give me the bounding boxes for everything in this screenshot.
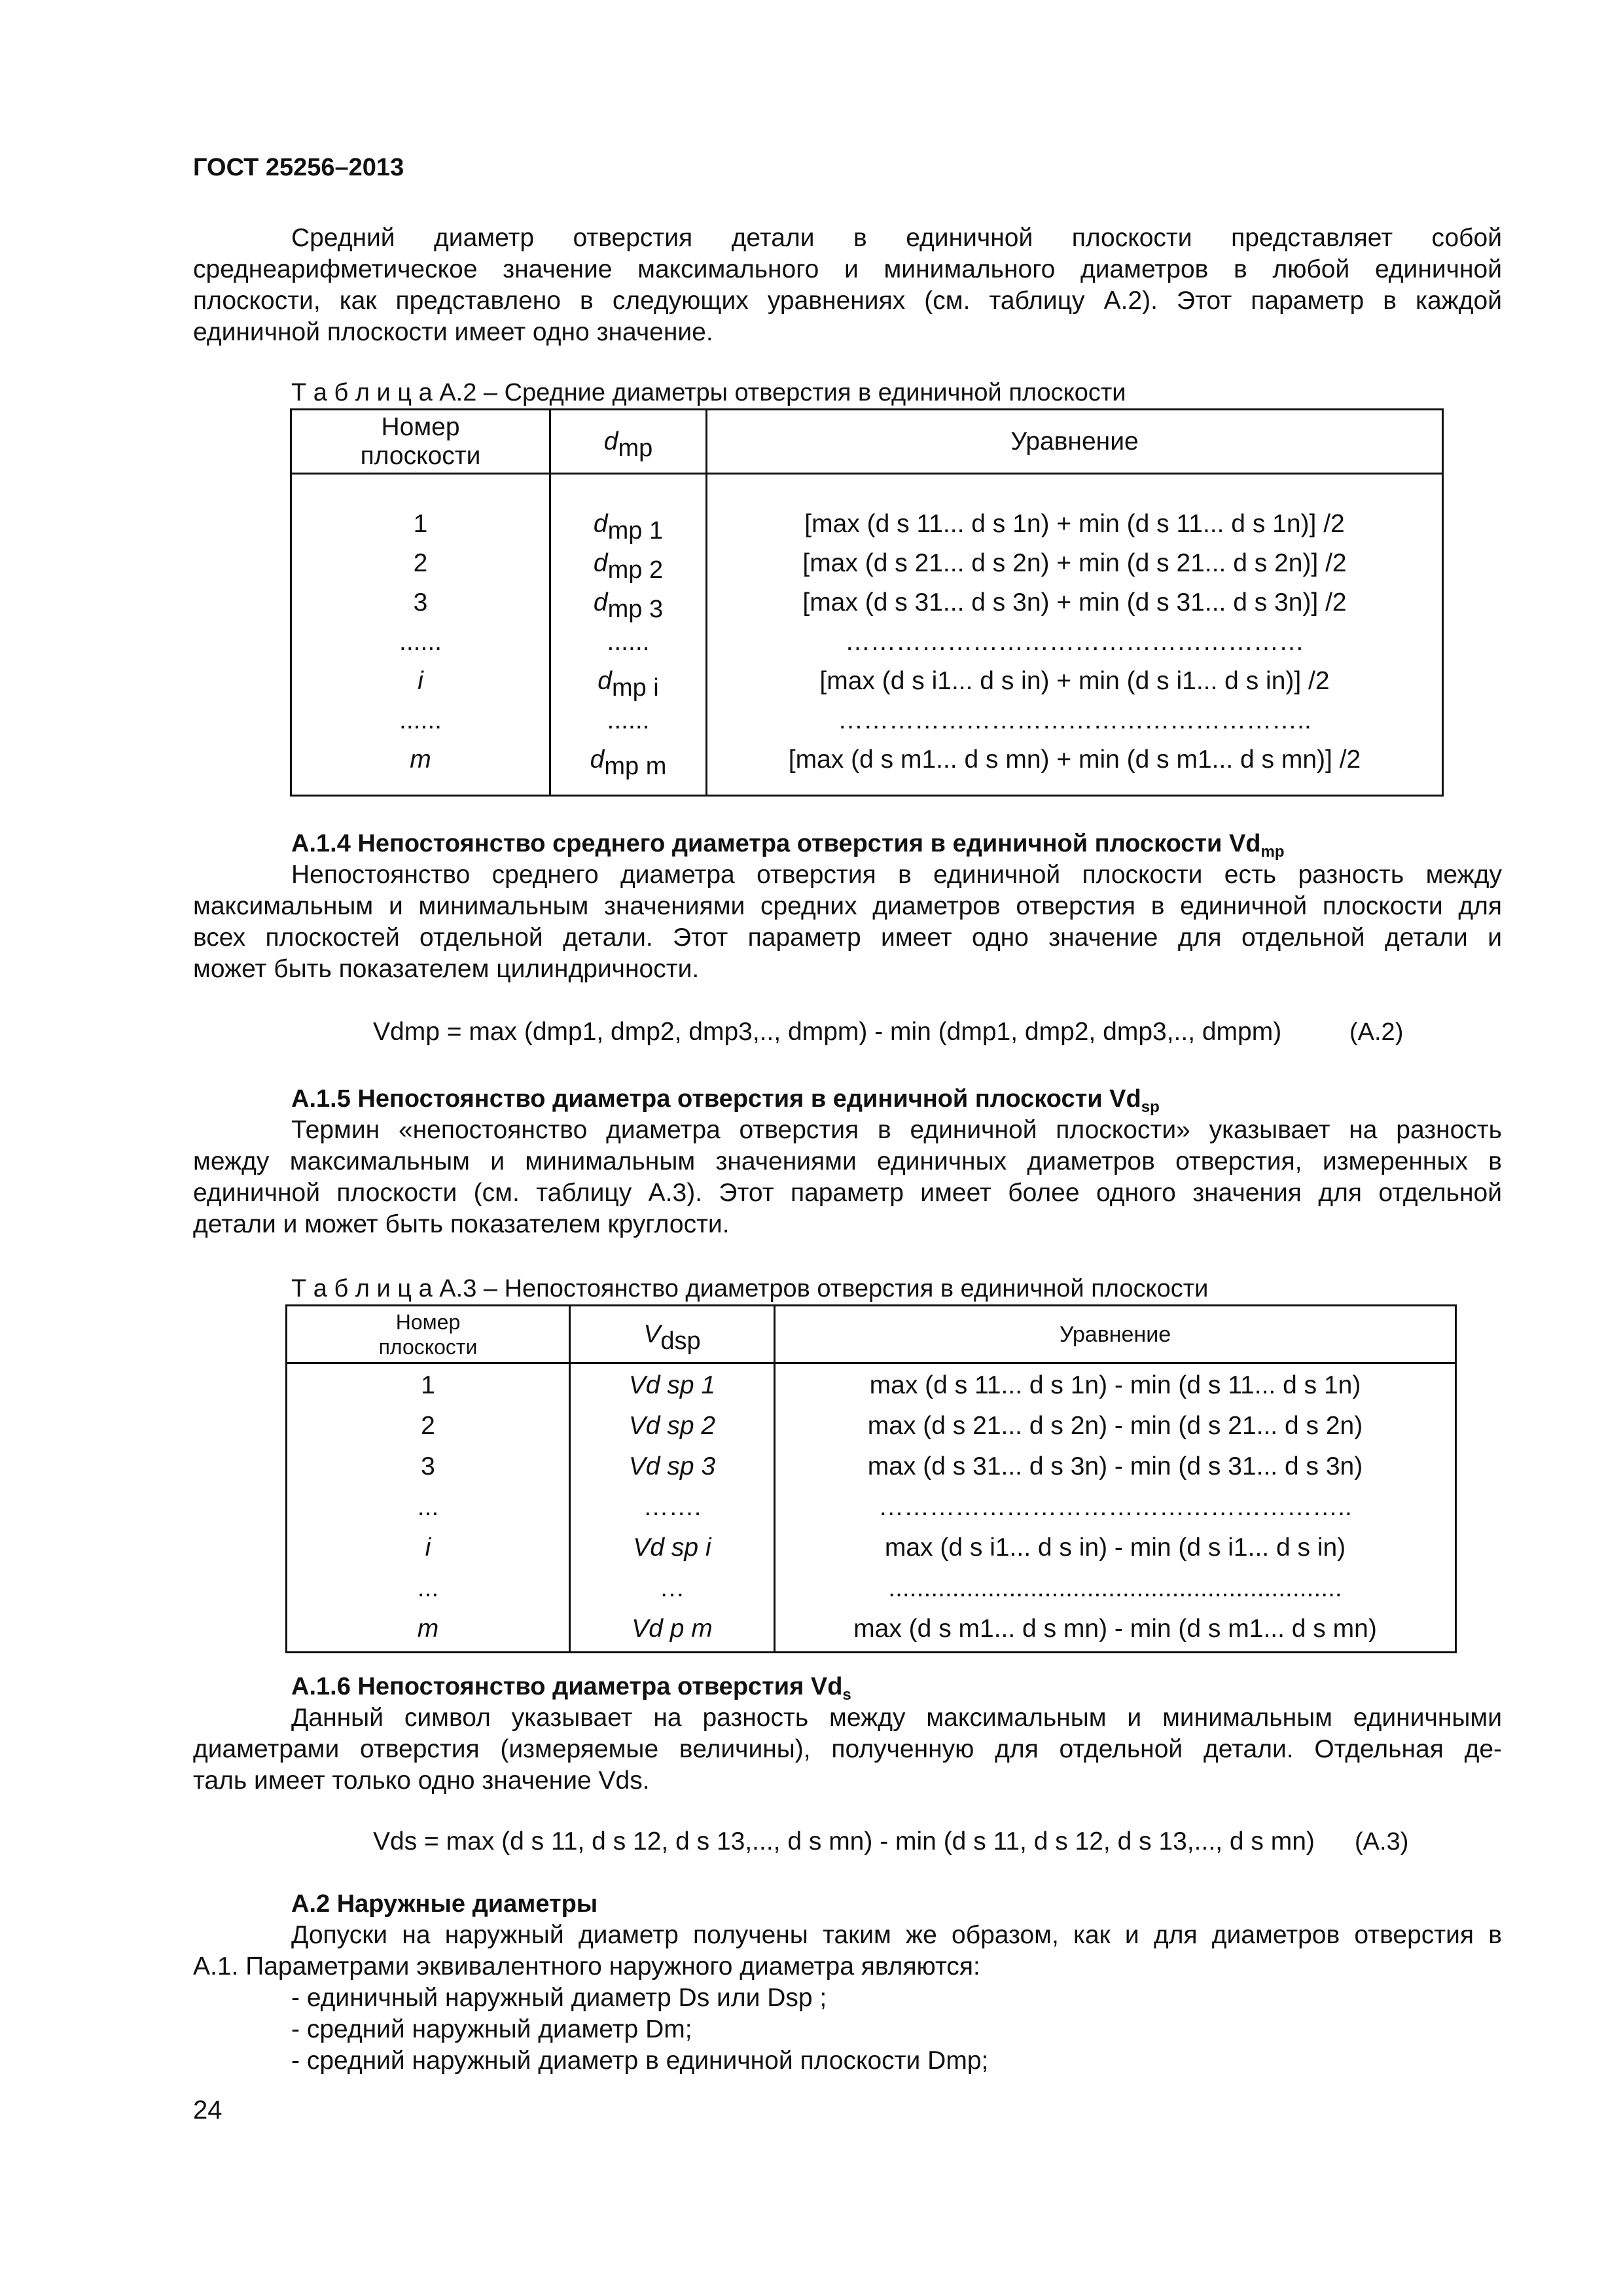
equation-row: max (d s 31... d s 3n) - min (d s 31... d s 3n) [867, 1452, 1363, 1480]
equation-number-a2: (А.2) [1349, 1018, 1404, 1046]
list-item: - единичный наружный диаметр Ds или Dsp ; [291, 1984, 827, 2012]
equation-row: max (d s i1... d s in) - min (d s i1... d s in) [884, 1534, 1346, 1562]
text-line: Данный символ указывает на разность между максимальным и минимальным единичными [291, 1704, 1502, 1732]
section-a2-heading: А.2 Наружные диаметры [291, 1890, 598, 1918]
text-line: Допуски на наружный диаметр получены таким же образом, как и для диаметров отверстия в [291, 1921, 1502, 1949]
parameter-list [291, 1982, 988, 2077]
section-a16-paragraph [193, 1702, 1502, 1797]
equation-row: [max (d s i1... d s in) + min (d s i1... d s in)] /2 [819, 667, 1330, 695]
equation-column [707, 474, 1443, 796]
text-line: таль имеет только одно значение Vds. [193, 1767, 650, 1795]
header-equation: Уравнение [775, 1306, 1456, 1363]
text-line: диаметрами отверстия (измеряемые величины), полученную для отдельной детали. Отдельная де- [193, 1735, 1502, 1763]
text-line: Средний диаметр отверстия детали в единичной плоскости представляет собой [291, 224, 1502, 252]
equation-row: ……………………………………………… [845, 628, 1304, 656]
page-number: 24 [193, 2096, 223, 2125]
text-line: Непостоянство среднего диаметра отверстия в единичной плоскости есть разность между [291, 861, 1502, 889]
text-line: Термин «непостоянство диаметра отверстия в единичной плоскости» указывает на разность [291, 1116, 1502, 1144]
table-header-row [291, 410, 1443, 474]
header-plane-number: Номер плоскости [287, 1306, 570, 1363]
section-a15-heading: А.1.5 Непостоянство диаметра отверстия в единичной плоскости $Vd_{sp}$ [291, 1085, 1160, 1116]
list-item: - средний наружный диаметр Dm; [291, 2015, 692, 2043]
plane-number-column: 1 2 3 ... i ... m [287, 1363, 570, 1653]
equation-row: [max (d s 31... d s 3n) + min (d s 31... d s 3n)] /2 [802, 588, 1347, 617]
equation-row: ................................................................ [888, 1574, 1342, 1602]
formula-a2: Vdmp = max (dmp1, dmp2, dmp3,.., dmpm) - min (dmp1, dmp2, dmp3,.., dmpm) [373, 1018, 1282, 1046]
equation-row: ……………………………………………….. [878, 1493, 1352, 1521]
text-line: детали и может быть показателем круглости. [193, 1210, 730, 1238]
section-a14-heading: А.1.4 Непостоянство среднего диаметра отверстия в единичной плоскости $Vd_{mp}$ [291, 830, 1285, 861]
list-item: - средний наружный диаметр в единичной плоскости Dmp; [291, 2047, 989, 2075]
header-vdsp: $V_{dsp}$ [570, 1306, 775, 1363]
header-dmp: $d_{mp}$ [550, 410, 707, 474]
section-a2-paragraph [193, 1920, 1502, 1982]
section-a15-paragraph [193, 1115, 1502, 1240]
formula-a3: Vds = max (d s 11, d s 12, d s 13,..., d s mn) - min (d s 11, d s 12, d s 13,..., d s mn) [373, 1827, 1315, 1856]
table-a2 [290, 408, 1444, 797]
equation-row: max (d s 21... d s 2n) - min (d s 21... d s 2n) [867, 1412, 1363, 1440]
dmp-column: $d_{mp 1}$ $d_{mp 2}$ $d_{mp 3}$ ...... $d_{mp i}$ ...... $d_{mp m}$ [550, 474, 707, 796]
section-a14-paragraph [193, 859, 1502, 985]
text-line: плоскости, как представлено в следующих уравнениях (см. таблицу А.2). Этот параметр в каждой [193, 287, 1502, 315]
vdsp-column: Vd sp 1 Vd sp 2 Vd sp 3 ……. Vd sp i … Vd p m [570, 1363, 775, 1653]
header-equation: Уравнение [707, 410, 1443, 474]
text-line: А.1. Параметрами эквивалентного наружного диаметра являются: [193, 1952, 980, 1981]
text-line: максимальным и минимальным значениями средних диаметров отверстия в единичной плоскости для [193, 892, 1502, 920]
text-line: между максимальным и минимальным значениями единичных диаметров отверстия, измеренных в [193, 1147, 1502, 1175]
equation-row: [max (d s 11... d s 1n) + min (d s 11... d s 1n)] /2 [804, 510, 1345, 538]
section-a16-heading: А.1.6 Непостоянство диаметра отверстия $Vd_s$ [291, 1673, 851, 1704]
plane-number-column: 1 2 3 ...... i ...... m [291, 474, 550, 796]
equation-number-a3: (А.3) [1355, 1828, 1409, 1856]
table-a3-caption: Т а б л и ц а А.3 – Непостоянство диаметров отверстия в единичной плоскости [291, 1275, 1209, 1302]
equation-row: max (d s 11... d s 1n) - min (d s 11... d s 1n) [869, 1371, 1361, 1399]
text-line: всех плоскостей отдельной детали. Этот параметр имеет одно значение для отдельной детали и [193, 924, 1502, 952]
table-a3 [285, 1304, 1457, 1653]
equation-row: ……………………………………………….. [838, 706, 1311, 734]
equation-column [775, 1363, 1456, 1653]
table-body-row [291, 474, 1443, 796]
table-a2-caption: Т а б л и ц а А.2 – Средние диаметры отверстия в единичной плоскости [291, 379, 1126, 406]
table-body-row [287, 1363, 1456, 1653]
equation-row: max (d s m1... d s mn) - min (d s m1... d s mn) [853, 1615, 1377, 1643]
document-header: ГОСТ 25256–2013 [193, 154, 404, 181]
text-line: может быть показателем цилиндричности. [193, 955, 700, 983]
intro-paragraph [193, 223, 1502, 348]
text-line: единичной плоскости имеет одно значение. [193, 318, 713, 346]
equation-row: [max (d s 21... d s 2n) + min (d s 21... d s 2n)] /2 [802, 549, 1347, 577]
text-line: единичной плоскости (см. таблицу А.3). Этот параметр имеет более одного значения для отдельной [193, 1179, 1502, 1207]
table-header-row [287, 1306, 1456, 1363]
header-plane-number: Номер плоскости [291, 410, 550, 474]
text-line: среднеарифметическое значение максимального и минимального диаметров в любой единичной [193, 255, 1502, 283]
equation-row: [max (d s m1... d s mn) + min (d s m1... d s mn)] /2 [788, 745, 1361, 774]
